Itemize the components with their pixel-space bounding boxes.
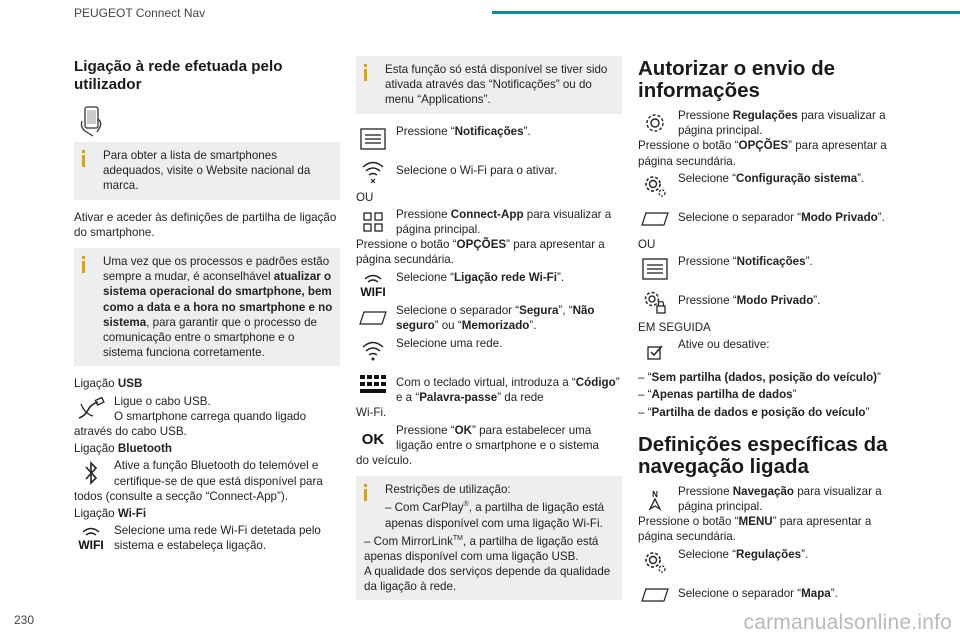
phone-hand-icon (74, 104, 108, 138)
usb-connection-label: Ligação USB (74, 377, 143, 391)
section-heading-user-connection: Ligação à rede efetuada pelo utilizador (74, 58, 283, 93)
step-text: Selecione “Configuração sistema”. (678, 171, 865, 185)
step-regulations (638, 547, 904, 577)
step-text: Pressione “Modo Privado”. (678, 294, 821, 308)
note-text: Esta função só está disponível se tiver sido ativada através das “Notificações” ou do menu “Applications”. (385, 63, 608, 107)
note-title: Restrições de utilização: (385, 483, 511, 497)
step-text: Pressione Connect-App para visualizar a página principal. (396, 207, 612, 237)
step-text: Com o teclado virtual, introduza a “Código” e a “Palavra-passe” da rede (396, 376, 620, 405)
info-note-smartphones (74, 142, 340, 200)
note-carplay: – Com CarPlay®, a partilha de ligação está apenas disponível com uma ligação Wi-Fi. (385, 501, 605, 530)
step-notifications (638, 254, 904, 284)
tab-parallelogram-icon (638, 580, 672, 610)
navigation-icon (638, 484, 672, 514)
info-icon (82, 256, 85, 273)
wifi-text-icon (74, 523, 108, 553)
connect-app-grid-icon (356, 207, 390, 237)
step-text: Selecione o separador “Mapa”. (678, 586, 838, 600)
settings-gear-icon (638, 547, 672, 577)
step-private-tab (638, 204, 904, 234)
ok-icon (356, 423, 390, 453)
settings-gear-icon (638, 171, 672, 201)
svg-text:WIFI: WIFI (360, 284, 386, 298)
settings-gear-icon (638, 108, 672, 138)
option-data-only: – “Apenas partilha de dados” (638, 388, 797, 402)
notifications-icon (638, 254, 672, 284)
info-icon (364, 64, 367, 81)
step-wifi (74, 523, 340, 553)
paragraph-menu: Pressione o botão “MENU” para apresentar a página secundária. (638, 515, 872, 544)
step-keyboard (356, 369, 622, 405)
step-private-mode (638, 287, 904, 317)
step-text: Selecione o Wi-Fi para o ativar. (396, 163, 558, 177)
paragraph-options: Pressione o botão “OPÇÕES” para apresentar a página secundária. (356, 238, 605, 267)
step-text: Pressione Navegação para visualizar a página principal. (678, 484, 882, 514)
note-quality: A qualidade dos serviços depende da qualidade da ligação à rede. (364, 564, 611, 594)
wifi-connection-label: Ligação Wi-Fi (74, 507, 147, 521)
section-heading-authorize: Autorizar o envio de informações (638, 57, 836, 102)
or-label: OU (638, 237, 656, 251)
step-text: Selecione o separador “Modo Privado”. (678, 210, 885, 224)
step-connect-app (356, 207, 622, 237)
svg-text:OK: OK (361, 430, 385, 448)
notifications-icon (356, 124, 390, 154)
then-label: EM SEGUIDA (638, 321, 711, 335)
option-no-sharing: – “Sem partilha (dados, posição do veículo)” (638, 371, 881, 385)
step-wifi-network (356, 270, 622, 300)
step-system-config (638, 171, 904, 201)
step-text: Selecione uma rede. (396, 337, 503, 351)
checkbox-icon (638, 337, 672, 367)
step-toggle (638, 337, 904, 367)
step-text: Ative ou desative: (678, 338, 770, 352)
paragraph-options: Pressione o botão “OPÇÕES” para apresentar a página secundária. (638, 139, 887, 168)
note-mirrorlink: – Com MirrorLink™, a partilha de ligação está apenas disponível com uma ligação USB. (364, 534, 599, 563)
step-text-continued: do veículo. (356, 454, 413, 468)
column-2 (356, 56, 622, 610)
step-text: Ligue o cabo USB. O smartphone carrega quando ligado (114, 394, 307, 423)
header-title: PEUGEOT Connect Nav (74, 6, 206, 20)
keyboard-icon (356, 369, 390, 399)
step-settings (638, 108, 904, 138)
svg-text:N: N (652, 489, 658, 499)
bluetooth-connection-label: Ligação Bluetooth (74, 442, 172, 456)
step-text: Selecione o separador “Segura”, “Não seguro” ou “Memorizado”. (396, 303, 595, 332)
step-text: Pressione “Notificações”. (396, 124, 531, 138)
column-3 (638, 58, 904, 613)
step-text-continued: todos (consulte a secção “Connect-App”). (74, 489, 288, 503)
paragraph-activate-sharing: Ativar e aceder às definições de partilha de ligação do smartphone. (74, 210, 337, 239)
header-accent-bar (492, 11, 960, 14)
or-label: OU (356, 190, 374, 204)
step-map-tab (638, 580, 904, 610)
step-bluetooth (74, 458, 340, 488)
section-heading-navigation: Definições específicas da navegação ligada (638, 432, 888, 478)
svg-text:WIFI: WIFI (78, 538, 104, 552)
step-text-continued: através do cabo USB. (74, 425, 187, 439)
tab-parallelogram-icon (356, 303, 390, 333)
wifi-signal-icon (356, 157, 390, 187)
step-usb (74, 394, 340, 424)
option-data-and-position: – “Partilha de dados e posição do veículo” (638, 405, 870, 419)
wifi-text-icon (356, 270, 390, 300)
step-text: Selecione “Regulações”. (678, 547, 809, 561)
column-1 (74, 58, 340, 557)
info-note-update (74, 248, 340, 366)
usb-cable-icon (74, 394, 108, 424)
step-text: Ative a função Bluetooth do telemóvel e certifique-se de que está disponível para (114, 459, 323, 488)
info-icon (364, 484, 367, 501)
tab-parallelogram-icon (638, 204, 672, 234)
step-text: Pressione “Notificações”. (678, 255, 813, 269)
watermark: carmanualsonline.info (743, 611, 952, 634)
info-icon (82, 150, 85, 167)
bluetooth-icon (74, 458, 108, 488)
step-notifications (356, 124, 622, 154)
step-navigation (638, 484, 904, 514)
note-text: Para obter a lista de smartphones adequados, visite o Website nacional da marca. (103, 149, 311, 193)
step-text: Selecione “Ligação rede Wi-Fi”. (396, 270, 565, 284)
step-ok (356, 423, 622, 453)
step-select-tab (356, 303, 622, 333)
info-note-restrictions (356, 476, 622, 600)
step-text: Pressione “OK” para estabelecer uma ligação entre o smartphone e o sistema (396, 423, 600, 452)
note-text: Uma vez que os processos e padrões estão sempre a mudar, é aconselhável atualizar o sistema operacional do smartphone, bem como a data e a hora no smartphone e no sistema, para garantir que o processo de comunicação entre o smartphone e o sistema funciona corretamente. (103, 255, 333, 360)
step-text: Pressione Regulações para visualizar a página principal. (678, 109, 886, 138)
step-select-network (356, 336, 622, 366)
step-text-continued: Wi-Fi. (356, 406, 387, 420)
step-select-wifi (356, 157, 622, 187)
privacy-mode-icon (638, 287, 672, 317)
step-text: Selecione uma rede Wi-Fi detetada pelo sistema e estabeleça ligação. (114, 524, 321, 553)
page-number: 230 (14, 613, 35, 627)
info-note-activation (356, 56, 622, 114)
wifi-signal-icon (356, 336, 390, 366)
